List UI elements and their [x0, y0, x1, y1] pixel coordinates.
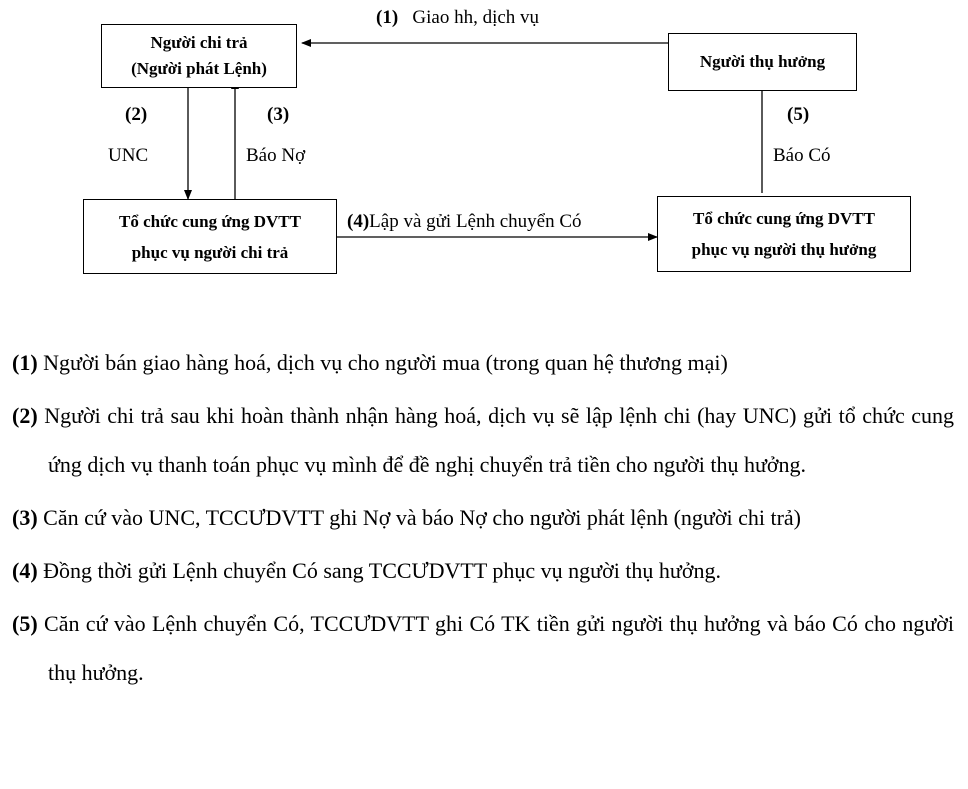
note-4-number: (4) [12, 558, 38, 583]
note-2-number: (2) [12, 403, 38, 428]
arrow-1-text: Giao hh, dịch vụ [412, 7, 540, 28]
arrow-2-text: UNC [108, 145, 149, 166]
payer-box-line2: (Người phát Lệnh) [131, 59, 267, 78]
arrow-2-number: (2) [125, 104, 148, 125]
note-3-number: (3) [12, 505, 38, 530]
beneficiary-bank-box [657, 196, 911, 272]
note-1-text: Người bán giao hàng hoá, dịch vụ cho người mua (trong quan hệ thương mại) [43, 350, 728, 375]
arrow-5-text: Báo Có [773, 145, 831, 166]
note-5-number: (5) [12, 611, 38, 636]
arrow-4-text: Lập và gửi Lệnh chuyển Có [369, 211, 582, 232]
arrow-1-number: (1) [376, 7, 399, 28]
note-3-text: Căn cứ vào UNC, TCCƯDVTT ghi Nợ và báo Nợ cho người phát lệnh (người chi trả) [43, 505, 801, 530]
beneficiary-box [668, 33, 857, 91]
beneficiary-bank-box-line1: Tổ chức cung ứng DVTT [693, 209, 875, 228]
note-5-text: Căn cứ vào Lệnh chuyển Có, TCCƯDVTT ghi Có TK tiền gửi người thụ hưởng và báo Có cho người thụ hưởng. [44, 611, 954, 685]
beneficiary-box-line1: Người thụ hưởng [699, 52, 826, 71]
note-2-text: Người chi trả sau khi hoàn thành nhận hàng hoá, dịch vụ sẽ lập lệnh chi (hay UNC) gửi tổ chức cung ứng dịch vụ thanh toán phục vụ mình để đề nghị chuyển trả tiền cho người thụ hưởng. [44, 403, 955, 477]
payer-bank-box-line2: phục vụ người chi trả [131, 242, 289, 262]
note-4 [12, 546, 954, 595]
arrow-5-number: (5) [787, 104, 810, 125]
note-2 [12, 391, 954, 489]
note-3 [12, 493, 954, 542]
payer-bank-box-line1: Tổ chức cung ứng DVTT [119, 211, 301, 231]
note-1 [12, 338, 954, 387]
note-5 [12, 599, 954, 697]
note-1-number: (1) [12, 350, 38, 375]
arrow-4-number: (4) [347, 211, 370, 232]
explanation-notes [12, 338, 954, 701]
arrow-4-label [347, 211, 582, 233]
payer-bank-box [83, 199, 337, 274]
arrow-3-text: Báo Nợ [246, 145, 306, 166]
payment-flow-diagram [0, 0, 968, 300]
arrow-3-number: (3) [267, 104, 290, 125]
payer-box [101, 24, 297, 88]
arrow-1-label [376, 7, 539, 29]
note-4-text: Đồng thời gửi Lệnh chuyển Có sang TCCƯDVTT phục vụ người thụ hưởng. [43, 558, 721, 583]
beneficiary-bank-box-line2: phục vụ người thụ hưởng [691, 240, 877, 259]
payer-box-line1: Người chi trả [150, 33, 248, 52]
